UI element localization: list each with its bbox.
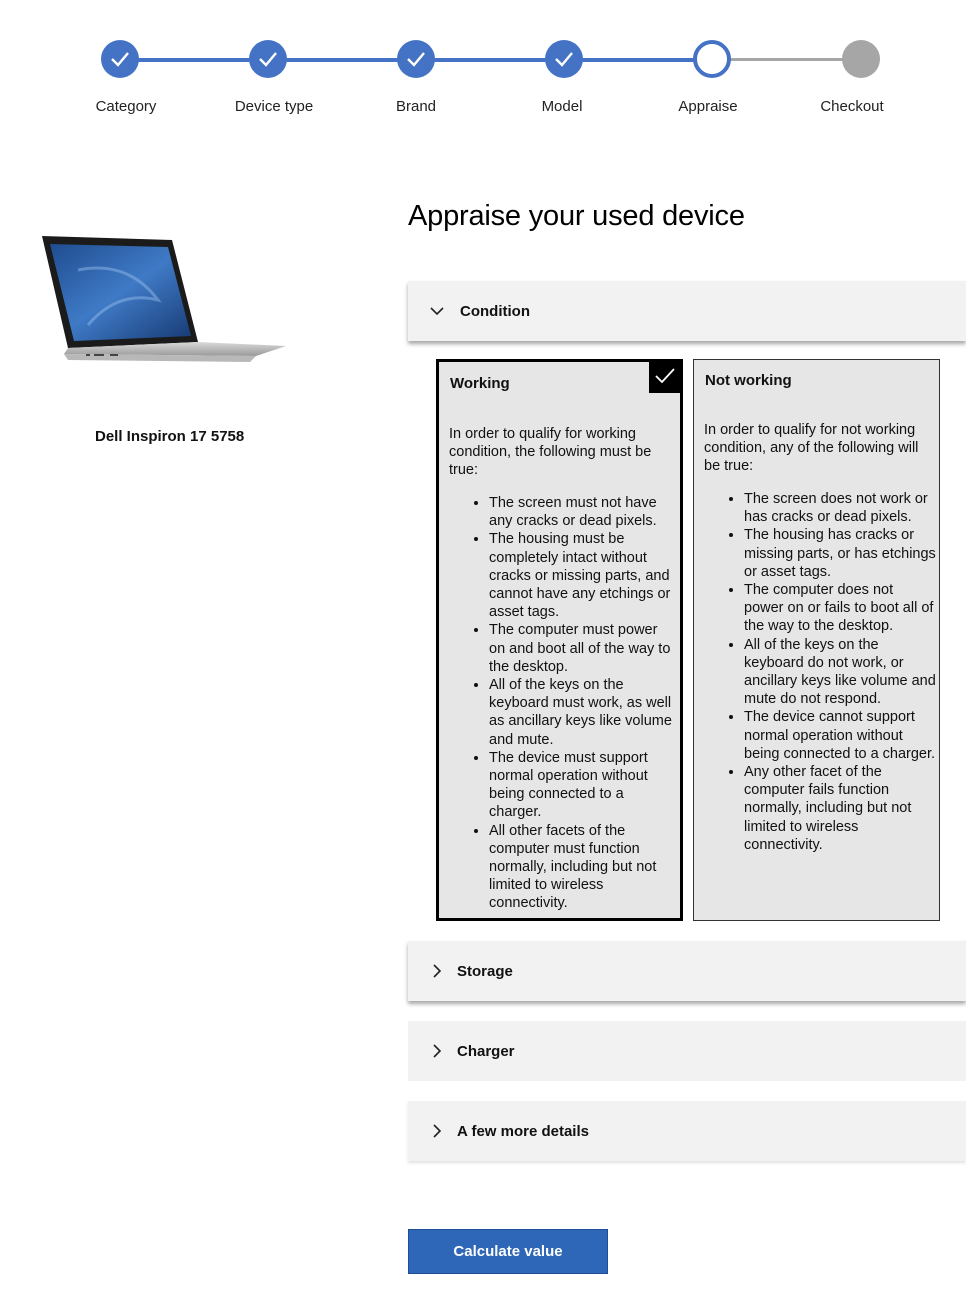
option-card-working[interactable] — [436, 359, 683, 921]
step-label-checkout: Checkout — [820, 98, 884, 115]
selected-check-icon — [649, 361, 681, 393]
step-device-type-check-icon — [249, 40, 287, 78]
list-item: • All of the keys on the keyboard must work, as well as ancillary keys like volume and mute. — [489, 676, 677, 749]
list-item: • The screen must not have any cracks or dead pixels. — [489, 494, 677, 530]
option-card-not-working[interactable] — [693, 359, 940, 921]
step-model-check-icon — [545, 40, 583, 78]
list-item: • The screen does not work or has cracks or dead pixels. — [744, 490, 936, 526]
option-not-working-intro: In order to qualify for not working condition, any of the following will be true: — [704, 422, 919, 474]
step-label-category[interactable]: Category — [95, 98, 157, 115]
accordion-details-label: A few more details — [457, 1122, 589, 1140]
option-working-intro: In order to qualify for working condition, the following must be true: — [449, 426, 652, 478]
accordion-charger-header[interactable] — [408, 1021, 966, 1081]
list-item: • The device cannot support normal operation without being connected to a charger. — [744, 708, 936, 763]
step-checkout-pending-icon — [842, 40, 880, 78]
accordion-charger-label: Charger — [457, 1042, 515, 1060]
accordion-storage-label: Storage — [457, 962, 513, 980]
list-item: • All other facets of the computer must function normally, including but not limited to wireless connectivity. — [489, 822, 677, 913]
calculate-value-button[interactable]: Calculate value — [408, 1229, 608, 1274]
option-not-working-title: Not working — [705, 372, 792, 389]
list-item: • The device must support normal operation without being connected to a charger. — [489, 749, 677, 822]
page-title: Appraise your used device — [408, 200, 745, 232]
step-label-appraise: Appraise — [678, 98, 738, 115]
option-not-working-criteria-list — [728, 490, 936, 854]
list-item: • The housing has cracks or missing parts, or has etchings or asset tags. — [744, 526, 936, 581]
step-brand-check-icon — [397, 40, 435, 78]
chevron-right-icon — [428, 962, 446, 980]
chevron-right-icon — [428, 1042, 446, 1060]
laptop-product-image — [38, 230, 290, 370]
chevron-right-icon — [428, 1122, 446, 1140]
step-appraise-current-icon — [693, 40, 731, 78]
list-item: • The computer does not power on or fails to boot all of the way to the desktop. — [744, 581, 936, 636]
list-item: • The computer must power on and boot all of the way to the desktop. — [489, 621, 677, 676]
step-label-brand[interactable]: Brand — [395, 98, 437, 115]
accordion-condition-header[interactable] — [408, 281, 966, 341]
progress-stepper — [0, 0, 966, 130]
list-item: • All of the keys on the keyboard do not work, or ancillary keys like volume and mute do not respond. — [744, 636, 936, 709]
list-item: • Any other facet of the computer fails function normally, including but not limited to wireless connectivity. — [744, 763, 936, 854]
stepper-track-pending — [712, 58, 861, 61]
accordion-condition-label: Condition — [460, 302, 530, 320]
list-item: • The housing must be completely intact without cracks or missing parts, and cannot have any etchings or asset tags. — [489, 530, 677, 621]
option-working-criteria-list — [473, 494, 677, 913]
step-category-check-icon — [101, 40, 139, 78]
step-label-device-type[interactable]: Device type — [234, 98, 314, 115]
option-working-title: Working — [450, 375, 510, 392]
accordion-details-header[interactable] — [408, 1101, 966, 1161]
step-label-model[interactable]: Model — [541, 98, 583, 115]
product-name: Dell Inspiron 17 5758 — [95, 428, 245, 445]
accordion-storage-header[interactable] — [408, 941, 966, 1001]
chevron-down-icon — [428, 302, 446, 320]
